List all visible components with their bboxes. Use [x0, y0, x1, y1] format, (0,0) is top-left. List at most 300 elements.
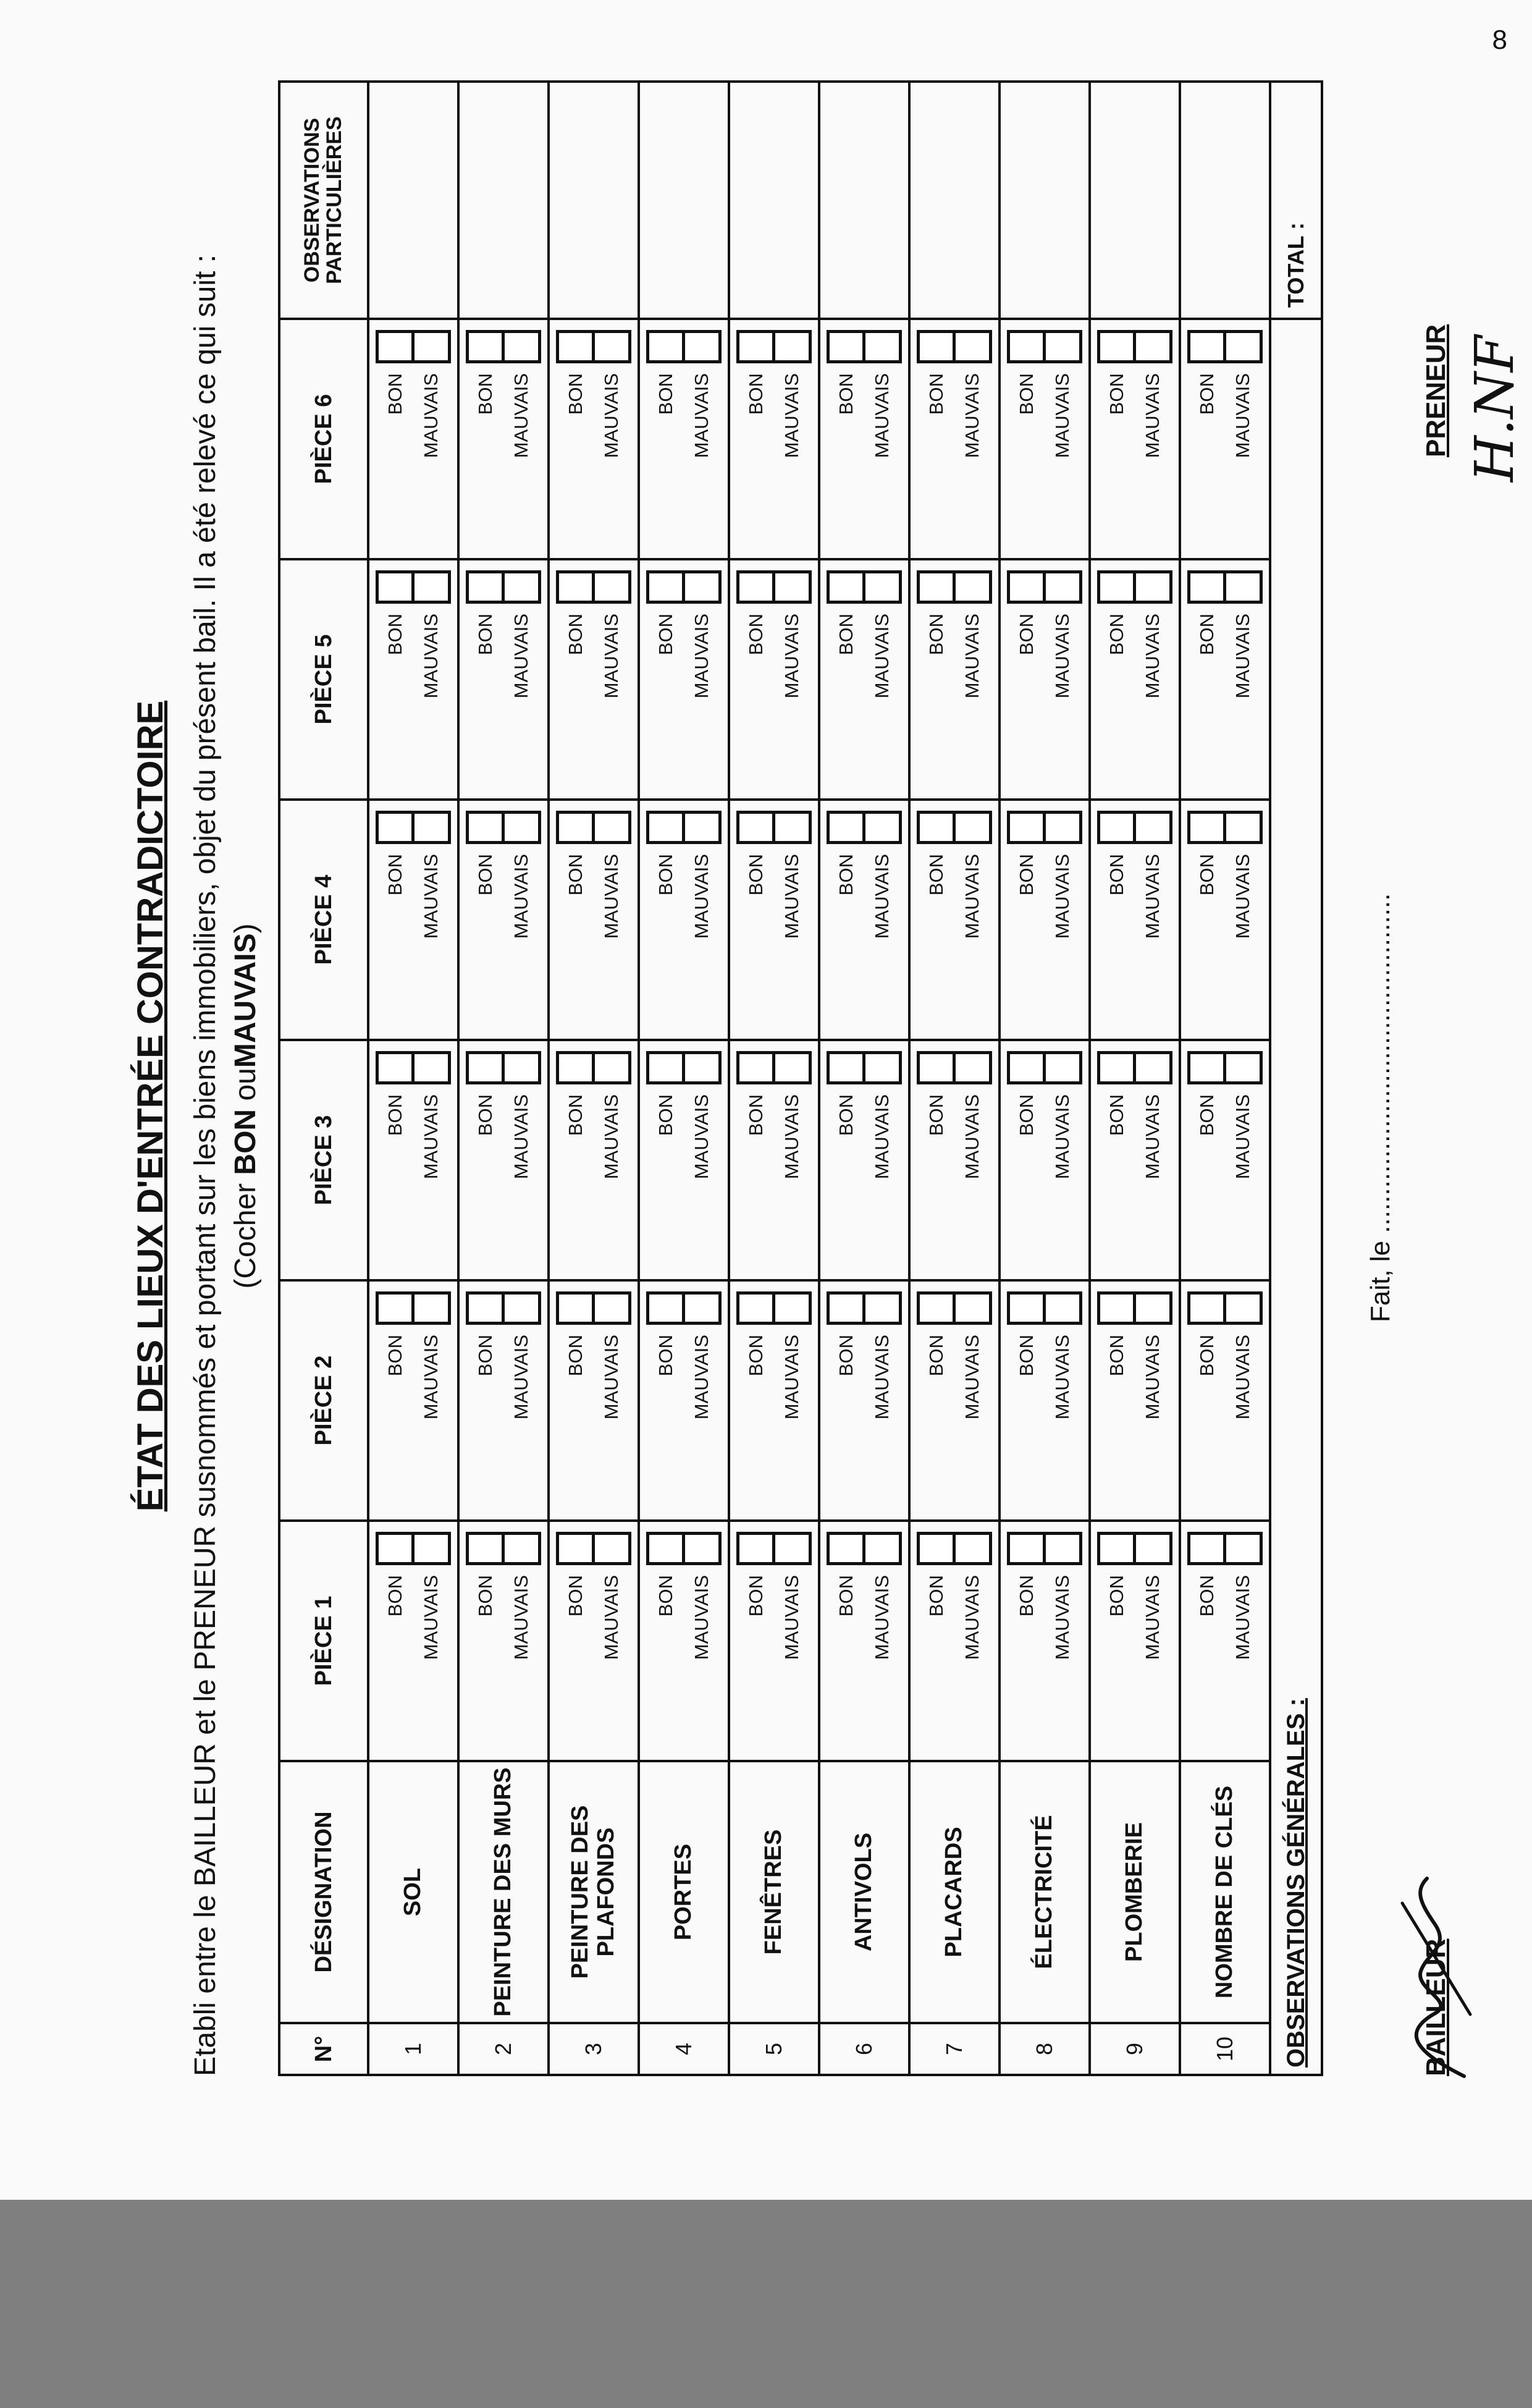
piece-4-cell: [729, 800, 819, 1040]
option-label: BON: [384, 614, 406, 656]
checkbox-mauvais[interactable]: [411, 1291, 451, 1325]
checkbox-bon[interactable]: [1007, 1291, 1046, 1325]
checkbox-bon[interactable]: [1007, 570, 1046, 604]
row-designation: PLOMBERIE: [1090, 1761, 1180, 2023]
option-mauvais: [954, 801, 990, 1039]
piece-4-cell: [1180, 800, 1270, 1040]
row-designation: NOMBRE DE CLÉS: [1180, 1761, 1270, 2023]
checkbox-bon[interactable]: [1007, 1051, 1046, 1084]
checkbox-bon[interactable]: [917, 1532, 956, 1565]
checkbox-mauvais[interactable]: [502, 1051, 541, 1084]
option-label: MAUVAIS: [961, 854, 983, 939]
option-label: BON: [565, 1335, 586, 1377]
checkbox-bon[interactable]: [1097, 1291, 1137, 1325]
option-mauvais: [1045, 560, 1080, 798]
option-mauvais: [684, 1041, 720, 1279]
piece-6-cell: [458, 319, 549, 559]
option-bon: [648, 560, 684, 798]
checkbox-mauvais[interactable]: [1133, 330, 1172, 363]
piece-5-cell: [368, 559, 458, 800]
option-label: MAUVAIS: [1051, 1575, 1073, 1660]
checkbox-bon[interactable]: [376, 1532, 415, 1565]
piece-1-cell: [819, 1521, 909, 1761]
checkbox-mauvais[interactable]: [1223, 330, 1263, 363]
option-bon: [1009, 560, 1045, 798]
checkbox-bon[interactable]: [466, 1532, 505, 1565]
checkbox-bon[interactable]: [646, 330, 686, 363]
option-bon: [558, 1282, 594, 1519]
checkbox-bon[interactable]: [917, 570, 956, 604]
checkbox-bon[interactable]: [736, 1532, 776, 1565]
observation-cell[interactable]: [1090, 82, 1180, 319]
option-label: MAUVAIS: [420, 854, 442, 939]
option-label: MAUVAIS: [691, 373, 712, 458]
observation-cell[interactable]: [368, 82, 458, 319]
option-label: MAUVAIS: [1232, 1335, 1253, 1420]
option-mauvais: [684, 560, 720, 798]
option-label: BON: [1016, 614, 1037, 656]
checkbox-mauvais[interactable]: [953, 330, 992, 363]
row-designation: PEINTURE DES PLAFONDS: [549, 1761, 639, 2023]
checkbox-mauvais[interactable]: [1043, 811, 1082, 844]
option-label: BON: [474, 1094, 496, 1136]
option-bon: [828, 560, 864, 798]
checkbox-mauvais[interactable]: [411, 811, 451, 844]
option-bon: [738, 1041, 774, 1279]
checkbox-mauvais[interactable]: [953, 570, 992, 604]
checkbox-mauvais[interactable]: [862, 1291, 902, 1325]
option-bon: [1009, 1041, 1045, 1279]
piece-3-cell: [639, 1040, 729, 1280]
checkbox-bon[interactable]: [1187, 330, 1227, 363]
option-bon: [919, 1041, 954, 1279]
checkbox-mauvais[interactable]: [682, 570, 722, 604]
option-label: BON: [655, 1575, 676, 1617]
checkbox-mauvais[interactable]: [411, 1532, 451, 1565]
checkbox-bon[interactable]: [466, 1291, 505, 1325]
checkbox-mauvais[interactable]: [411, 1051, 451, 1084]
checkbox-bon[interactable]: [556, 570, 596, 604]
option-mauvais: [1045, 1282, 1080, 1519]
option-label: BON: [474, 1335, 496, 1377]
checkbox-mauvais[interactable]: [1223, 570, 1263, 604]
option-mauvais: [1135, 1041, 1171, 1279]
option-mauvais: [774, 801, 810, 1039]
option-label: BON: [835, 373, 857, 415]
option-label: MAUVAIS: [871, 1335, 893, 1420]
option-bon: [1099, 1041, 1135, 1279]
checkbox-bon[interactable]: [736, 811, 776, 844]
checkbox-mauvais[interactable]: [592, 1532, 631, 1565]
checkbox-mauvais[interactable]: [502, 330, 541, 363]
piece-4-cell: [1000, 800, 1090, 1040]
option-mauvais: [684, 801, 720, 1039]
option-bon: [828, 1522, 864, 1760]
option-label: MAUVAIS: [1232, 373, 1253, 458]
piece-5-cell: [729, 559, 819, 800]
checkbox-bon[interactable]: [556, 1291, 596, 1325]
option-mauvais: [864, 1041, 900, 1279]
checkbox-bon[interactable]: [827, 570, 866, 604]
option-label: BON: [1016, 1575, 1037, 1617]
row-designation: SOL: [368, 1761, 458, 2023]
option-label: MAUVAIS: [781, 1335, 802, 1420]
option-label: MAUVAIS: [420, 614, 442, 699]
checkbox-bon[interactable]: [646, 1291, 686, 1325]
option-bon: [1189, 1041, 1225, 1279]
checkbox-mauvais[interactable]: [1133, 1291, 1172, 1325]
checkbox-mauvais[interactable]: [862, 1532, 902, 1565]
option-mauvais: [1135, 320, 1171, 558]
piece-6-cell: [549, 319, 639, 559]
checkbox-bon[interactable]: [376, 570, 415, 604]
checkbox-mauvais[interactable]: [411, 570, 451, 604]
checkbox-mauvais[interactable]: [1133, 570, 1172, 604]
checkbox-bon[interactable]: [1097, 570, 1137, 604]
total-label: TOTAL :: [1270, 82, 1322, 319]
option-label: BON: [1196, 614, 1218, 656]
option-bon: [468, 1041, 503, 1279]
row-designation: ÉLECTRICITÉ: [1000, 1761, 1090, 2023]
piece-1-cell: [368, 1521, 458, 1761]
checkbox-mauvais[interactable]: [1133, 1051, 1172, 1084]
option-bon: [828, 1282, 864, 1519]
checkbox-mauvais[interactable]: [682, 1051, 722, 1084]
checkbox-bon[interactable]: [1097, 1532, 1137, 1565]
checkbox-mauvais[interactable]: [1043, 570, 1082, 604]
option-label: MAUVAIS: [600, 1575, 622, 1660]
checkbox-mauvais[interactable]: [772, 1291, 812, 1325]
checkbox-bon[interactable]: [556, 1532, 596, 1565]
checkbox-mauvais[interactable]: [772, 330, 812, 363]
form-title: ÉTAT DES LIEUX D'ENTRÉE CONTRADICTOIRE: [130, 700, 170, 1512]
observation-cell[interactable]: [729, 82, 819, 319]
piece-5-cell: [549, 559, 639, 800]
option-bon: [377, 1041, 413, 1279]
checkbox-bon[interactable]: [556, 330, 596, 363]
row-number: 4: [639, 2023, 729, 2075]
option-label: MAUVAIS: [1142, 614, 1163, 699]
piece-1-cell: [1090, 1521, 1180, 1761]
observation-cell[interactable]: [458, 82, 549, 319]
option-label: BON: [384, 1575, 406, 1617]
checkbox-bon[interactable]: [827, 811, 866, 844]
option-label: MAUVAIS: [691, 1575, 712, 1660]
option-mauvais: [503, 801, 539, 1039]
checkbox-mauvais[interactable]: [502, 1532, 541, 1565]
option-label: BON: [384, 373, 406, 415]
option-label: BON: [655, 614, 676, 656]
checkbox-bon[interactable]: [466, 1051, 505, 1084]
option-bon: [738, 560, 774, 798]
piece-4-cell: [819, 800, 909, 1040]
option-bon: [828, 801, 864, 1039]
checkbox-bon[interactable]: [736, 1051, 776, 1084]
row-designation: PORTES: [639, 1761, 729, 2023]
option-mauvais: [594, 1282, 629, 1519]
option-bon: [1189, 320, 1225, 558]
option-label: BON: [1106, 1575, 1127, 1617]
piece-1-cell: [1180, 1521, 1270, 1761]
checkbox-bon[interactable]: [736, 330, 776, 363]
option-mauvais: [503, 560, 539, 798]
checkbox-mauvais[interactable]: [592, 1291, 631, 1325]
observation-cell[interactable]: [1000, 82, 1090, 319]
option-bon: [1009, 320, 1045, 558]
option-label: BON: [1106, 614, 1127, 656]
piece-6-cell: [639, 319, 729, 559]
option-label: MAUVAIS: [1232, 1575, 1253, 1660]
piece-2-cell: [458, 1280, 549, 1521]
checkbox-bon[interactable]: [736, 1291, 776, 1325]
option-mauvais: [1135, 1282, 1171, 1519]
checkbox-bon[interactable]: [466, 811, 505, 844]
option-label: MAUVAIS: [691, 854, 712, 939]
checkbox-mauvais[interactable]: [682, 330, 722, 363]
option-label: MAUVAIS: [781, 1575, 802, 1660]
piece-3-cell: [1180, 1040, 1270, 1280]
general-observations-label: OBSERVATIONS GÉNÉRALES :: [1270, 319, 1322, 2075]
row-number: 5: [729, 2023, 819, 2075]
checkbox-mauvais[interactable]: [953, 811, 992, 844]
checkbox-bon[interactable]: [827, 1532, 866, 1565]
piece-3-cell: [729, 1040, 819, 1280]
checkbox-bon[interactable]: [917, 330, 956, 363]
checkbox-mauvais[interactable]: [682, 811, 722, 844]
option-label: BON: [1016, 373, 1037, 415]
checkbox-mauvais[interactable]: [1223, 811, 1263, 844]
checkbox-bon[interactable]: [556, 811, 596, 844]
option-mauvais: [413, 1522, 449, 1760]
option-mauvais: [684, 320, 720, 558]
checkbox-bon[interactable]: [646, 570, 686, 604]
option-label: BON: [474, 854, 496, 896]
row-number: 9: [1090, 2023, 1180, 2075]
checkbox-bon[interactable]: [646, 1051, 686, 1084]
option-label: MAUVAIS: [510, 614, 532, 699]
option-mauvais: [954, 560, 990, 798]
header-row: [279, 82, 368, 2075]
checkbox-mauvais[interactable]: [1133, 1532, 1172, 1565]
option-bon: [648, 1282, 684, 1519]
checkbox-bon[interactable]: [1097, 330, 1137, 363]
checkbox-mauvais[interactable]: [682, 1291, 722, 1325]
option-bon: [377, 320, 413, 558]
checkbox-bon[interactable]: [1187, 570, 1227, 604]
option-bon: [1099, 320, 1135, 558]
checkbox-mauvais[interactable]: [1043, 1291, 1082, 1325]
row-number: 6: [819, 2023, 909, 2075]
option-label: BON: [565, 1094, 586, 1136]
checkbox-bon[interactable]: [1007, 330, 1046, 363]
checkbox-bon[interactable]: [466, 330, 505, 363]
option-label: MAUVAIS: [1051, 854, 1073, 939]
checkbox-mauvais[interactable]: [502, 570, 541, 604]
checkbox-mauvais[interactable]: [502, 1291, 541, 1325]
checkbox-mauvais[interactable]: [1223, 1291, 1263, 1325]
page-number: 8: [1492, 25, 1507, 55]
option-label: BON: [925, 854, 947, 896]
option-label: MAUVAIS: [600, 614, 622, 699]
observation-cell[interactable]: [639, 82, 729, 319]
checkbox-bon[interactable]: [1187, 1291, 1227, 1325]
checkbox-bon[interactable]: [1007, 1532, 1046, 1565]
checkbox-bon[interactable]: [827, 1291, 866, 1325]
checkbox-mauvais[interactable]: [502, 811, 541, 844]
option-bon: [919, 320, 954, 558]
checkbox-mauvais[interactable]: [1043, 1051, 1082, 1084]
option-label: BON: [1016, 854, 1037, 896]
checkbox-bon[interactable]: [917, 811, 956, 844]
option-bon: [468, 801, 503, 1039]
option-mauvais: [954, 1522, 990, 1760]
checkbox-mauvais[interactable]: [592, 570, 631, 604]
option-label: BON: [835, 1094, 857, 1136]
checkbox-bon[interactable]: [827, 330, 866, 363]
option-label: BON: [1106, 854, 1127, 896]
piece-2-cell: [1000, 1280, 1090, 1521]
checkbox-mauvais[interactable]: [592, 330, 631, 363]
option-bon: [1099, 1522, 1135, 1760]
checkbox-bon[interactable]: [376, 1051, 415, 1084]
option-label: BON: [565, 373, 586, 415]
checkbox-mauvais[interactable]: [772, 1532, 812, 1565]
row-number: 7: [909, 2023, 1000, 2075]
piece-6-cell: [729, 319, 819, 559]
checkbox-mauvais[interactable]: [862, 811, 902, 844]
checkbox-mauvais[interactable]: [862, 1051, 902, 1084]
checkbox-mauvais[interactable]: [592, 811, 631, 844]
checkbox-mauvais[interactable]: [953, 1532, 992, 1565]
piece-4-cell: [368, 800, 458, 1040]
piece-6-cell: [909, 319, 1000, 559]
option-mauvais: [1135, 1522, 1171, 1760]
option-label: MAUVAIS: [1051, 614, 1073, 699]
piece-3-cell: [458, 1040, 549, 1280]
checkbox-bon[interactable]: [917, 1291, 956, 1325]
option-label: BON: [1196, 1094, 1218, 1136]
option-mauvais: [864, 560, 900, 798]
row-designation: PLACARDS: [909, 1761, 1000, 2023]
table-row: [368, 82, 458, 2075]
checkbox-mauvais[interactable]: [1223, 1051, 1263, 1084]
option-mauvais: [594, 801, 629, 1039]
option-label: MAUVAIS: [961, 1094, 983, 1180]
option-mauvais: [1045, 320, 1080, 558]
option-bon: [468, 560, 503, 798]
header-piece-3: PIÈCE 3: [279, 1040, 368, 1280]
checkbox-bon[interactable]: [646, 811, 686, 844]
option-bon: [738, 801, 774, 1039]
piece-2-cell: [549, 1280, 639, 1521]
observation-cell[interactable]: [549, 82, 639, 319]
option-label: BON: [835, 614, 857, 656]
option-bon: [377, 1282, 413, 1519]
option-mauvais: [413, 560, 449, 798]
checkbox-mauvais[interactable]: [772, 1051, 812, 1084]
checkbox-mauvais[interactable]: [772, 570, 812, 604]
checkbox-bon[interactable]: [376, 330, 415, 363]
option-mauvais: [1225, 1282, 1261, 1519]
checkbox-mauvais[interactable]: [953, 1051, 992, 1084]
checkbox-mauvais[interactable]: [682, 1532, 722, 1565]
piece-4-cell: [549, 800, 639, 1040]
checkbox-mauvais[interactable]: [1043, 330, 1082, 363]
checkbox-mauvais[interactable]: [953, 1291, 992, 1325]
option-mauvais: [503, 1041, 539, 1279]
option-label: BON: [1106, 1335, 1127, 1377]
checkbox-bon[interactable]: [1187, 1051, 1227, 1084]
checkbox-mauvais[interactable]: [592, 1051, 631, 1084]
checkbox-bon[interactable]: [556, 1051, 596, 1084]
row-number: 8: [1000, 2023, 1090, 2075]
checkbox-bon[interactable]: [736, 570, 776, 604]
piece-2-cell: [1090, 1280, 1180, 1521]
option-label: BON: [474, 614, 496, 656]
option-label: BON: [1016, 1094, 1037, 1136]
option-label: MAUVAIS: [1051, 1094, 1073, 1180]
checkbox-bon[interactable]: [1097, 811, 1137, 844]
option-mauvais: [1225, 320, 1261, 558]
checkbox-mauvais[interactable]: [772, 811, 812, 844]
option-label: MAUVAIS: [781, 1094, 802, 1180]
checkbox-bon[interactable]: [1187, 1532, 1227, 1565]
checkbox-bon[interactable]: [466, 570, 505, 604]
option-label: BON: [1106, 1094, 1127, 1136]
option-label: MAUVAIS: [691, 1094, 712, 1180]
option-label: MAUVAIS: [510, 1335, 532, 1420]
checkbox-bon[interactable]: [827, 1051, 866, 1084]
option-label: BON: [1196, 1575, 1218, 1617]
checkbox-mauvais[interactable]: [1223, 1532, 1263, 1565]
option-label: BON: [655, 854, 676, 896]
checkbox-bon[interactable]: [917, 1051, 956, 1084]
option-bon: [1009, 1282, 1045, 1519]
checkbox-mauvais[interactable]: [862, 330, 902, 363]
checkbox-bon[interactable]: [646, 1532, 686, 1565]
option-label: MAUVAIS: [871, 1575, 893, 1660]
option-label: MAUVAIS: [600, 854, 622, 939]
general-observations-row: [1270, 82, 1322, 2075]
checkbox-bon[interactable]: [1097, 1051, 1137, 1084]
row-number: 3: [549, 2023, 639, 2075]
observation-cell[interactable]: [909, 82, 1000, 319]
checkbox-bon[interactable]: [1187, 811, 1227, 844]
checkbox-bon[interactable]: [1007, 811, 1046, 844]
checkbox-mauvais[interactable]: [862, 570, 902, 604]
observation-cell[interactable]: [819, 82, 909, 319]
option-label: MAUVAIS: [961, 614, 983, 699]
option-mauvais: [413, 320, 449, 558]
checkbox-mauvais[interactable]: [1133, 811, 1172, 844]
option-label: BON: [655, 1094, 676, 1136]
option-bon: [648, 801, 684, 1039]
option-label: BON: [655, 1335, 676, 1377]
option-label: BON: [745, 1575, 767, 1617]
observation-cell[interactable]: [1180, 82, 1270, 319]
checkbox-mauvais[interactable]: [411, 330, 451, 363]
checkbox-bon[interactable]: [376, 1291, 415, 1325]
checkbox-bon[interactable]: [376, 811, 415, 844]
option-bon: [919, 560, 954, 798]
piece-2-cell: [909, 1280, 1000, 1521]
option-label: BON: [565, 1575, 586, 1617]
checkbox-mauvais[interactable]: [1043, 1532, 1082, 1565]
piece-4-cell: [909, 800, 1000, 1040]
option-label: MAUVAIS: [961, 1335, 983, 1420]
option-label: MAUVAIS: [1232, 1094, 1253, 1180]
option-bon: [1189, 801, 1225, 1039]
